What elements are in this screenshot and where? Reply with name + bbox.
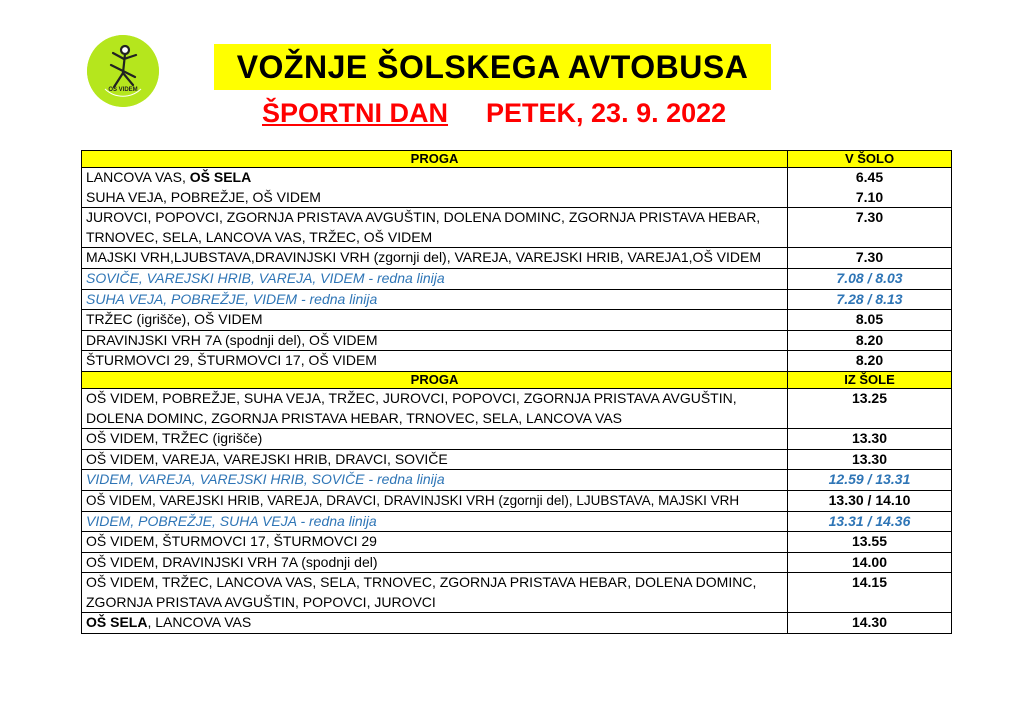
route-cell: OŠ VIDEM, TRŽEC (igrišče): [82, 429, 788, 450]
time-cell: 6.45 7.10: [788, 168, 952, 208]
table-row: [82, 613, 952, 634]
route-cell: VIDEM, POBREŽJE, SUHA VEJA - redna linija: [82, 511, 788, 532]
table-row-regular-line: [82, 268, 952, 289]
school-logo: [87, 35, 159, 107]
time-cell: 14.30: [788, 613, 952, 634]
time-cell: 13.30: [788, 449, 952, 470]
table-row: [82, 351, 952, 372]
time-cell: 13.31 / 14.36: [788, 511, 952, 532]
subtitle-event: ŠPORTNI DAN: [262, 98, 449, 128]
time-cell: 7.08 / 8.03: [788, 268, 952, 289]
route-cell: JUROVCI, POPOVCI, ZGORNJA PRISTAVA AVGUŠTIN, DOLENA DOMINC, ZGORNJA PRISTAVA HEBAR, TRNOVEC, SELA, LANCOVA VAS, TRŽEC, OŠ VIDEM: [82, 208, 788, 248]
page-title: VOŽNJE ŠOLSKEGA AVTOBUSA: [214, 44, 771, 90]
route-cell: VIDEM, VAREJA, VAREJSKI HRIB, SOVIČE - redna linija: [82, 470, 788, 491]
route-cell: OŠ VIDEM, POBREŽJE, SUHA VEJA, TRŽEC, JUROVCI, POPOVCI, ZGORNJA PRISTAVA AVGUŠTIN, DOLENA DOMINC, ZGORNJA PRISTAVA HEBAR, TRNOVEC, SELA, LANCOVA VAS: [82, 388, 788, 428]
column-header-time: IZ ŠOLE: [788, 371, 952, 388]
time-cell: 8.20: [788, 351, 952, 372]
route-cell: OŠ VIDEM, TRŽEC, LANCOVA VAS, SELA, TRNOVEC, ZGORNJA PRISTAVA HEBAR, DOLENA DOMINC, ZGORNJA PRISTAVA AVGUŠTIN, POPOVCI, JUROVCI: [82, 573, 788, 613]
time-cell: 13.25: [788, 388, 952, 428]
route-cell: LANCOVA VAS, OŠ SELA SUHA VEJA, POBREŽJE, OŠ VIDEM: [82, 168, 788, 208]
table-row: [82, 330, 952, 351]
logo-text: OŠ VIDEM: [108, 87, 138, 93]
route-cell: SOVIČE, VAREJSKI HRIB, VAREJA, VIDEM - redna linija: [82, 268, 788, 289]
time-cell: 8.05: [788, 310, 952, 331]
route-cell: MAJSKI VRH,LJUBSTAVA,DRAVINJSKI VRH (zgornji del), VAREJA, VAREJSKI HRIB, VAREJA1,OŠ VIDEM: [82, 248, 788, 269]
table-row-regular-line: [82, 470, 952, 491]
table-row: [82, 490, 952, 511]
table-row: [82, 532, 952, 553]
time-cell: 7.30: [788, 208, 952, 248]
page-subtitle: [262, 98, 726, 129]
table-row: [82, 429, 952, 450]
subtitle-date: PETEK, 23. 9. 2022: [486, 98, 727, 128]
time-cell: 7.28 / 8.13: [788, 289, 952, 310]
table-header-row: [82, 371, 952, 388]
route-cell: TRŽEC (igrišče), OŠ VIDEM: [82, 310, 788, 331]
table-row: [82, 208, 952, 248]
route-cell: DRAVINJSKI VRH 7A (spodnji del), OŠ VIDEM: [82, 330, 788, 351]
runner-mascot-icon: [87, 35, 159, 107]
time-cell: 8.20: [788, 330, 952, 351]
table-row-regular-line: [82, 511, 952, 532]
column-header-route: PROGA: [82, 371, 788, 388]
time-cell: 14.00: [788, 552, 952, 573]
table-row: [82, 388, 952, 428]
route-cell: SUHA VEJA, POBREŽJE, VIDEM - redna linija: [82, 289, 788, 310]
time-cell: 14.15: [788, 573, 952, 613]
table-row-regular-line: [82, 289, 952, 310]
table-row: [82, 552, 952, 573]
table-row: [82, 449, 952, 470]
route-cell: ŠTURMOVCI 29, ŠTURMOVCI 17, OŠ VIDEM: [82, 351, 788, 372]
table-row: [82, 310, 952, 331]
time-cell: 7.30: [788, 248, 952, 269]
table-row: [82, 248, 952, 269]
route-cell: OŠ VIDEM, VAREJA, VAREJSKI HRIB, DRAVCI, SOVIČE: [82, 449, 788, 470]
time-cell: 12.59 / 13.31: [788, 470, 952, 491]
route-cell: OŠ VIDEM, VAREJSKI HRIB, VAREJA, DRAVCI, DRAVINJSKI VRH (zgornji del), LJUBSTAVA, MAJSKI VRH: [82, 490, 788, 511]
column-header-time: V ŠOLO: [788, 151, 952, 168]
table-header-row: [82, 151, 952, 168]
route-cell: OŠ VIDEM, ŠTURMOVCI 17, ŠTURMOVCI 29: [82, 532, 788, 553]
table-row: [82, 573, 952, 613]
route-cell: OŠ SELA, LANCOVA VAS: [82, 613, 788, 634]
time-cell: 13.30: [788, 429, 952, 450]
bus-schedule-table: [81, 150, 952, 634]
column-header-route: PROGA: [82, 151, 788, 168]
route-cell: OŠ VIDEM, DRAVINJSKI VRH 7A (spodnji del): [82, 552, 788, 573]
table-row: [82, 168, 952, 208]
time-cell: 13.55: [788, 532, 952, 553]
time-cell: 13.30 / 14.10: [788, 490, 952, 511]
